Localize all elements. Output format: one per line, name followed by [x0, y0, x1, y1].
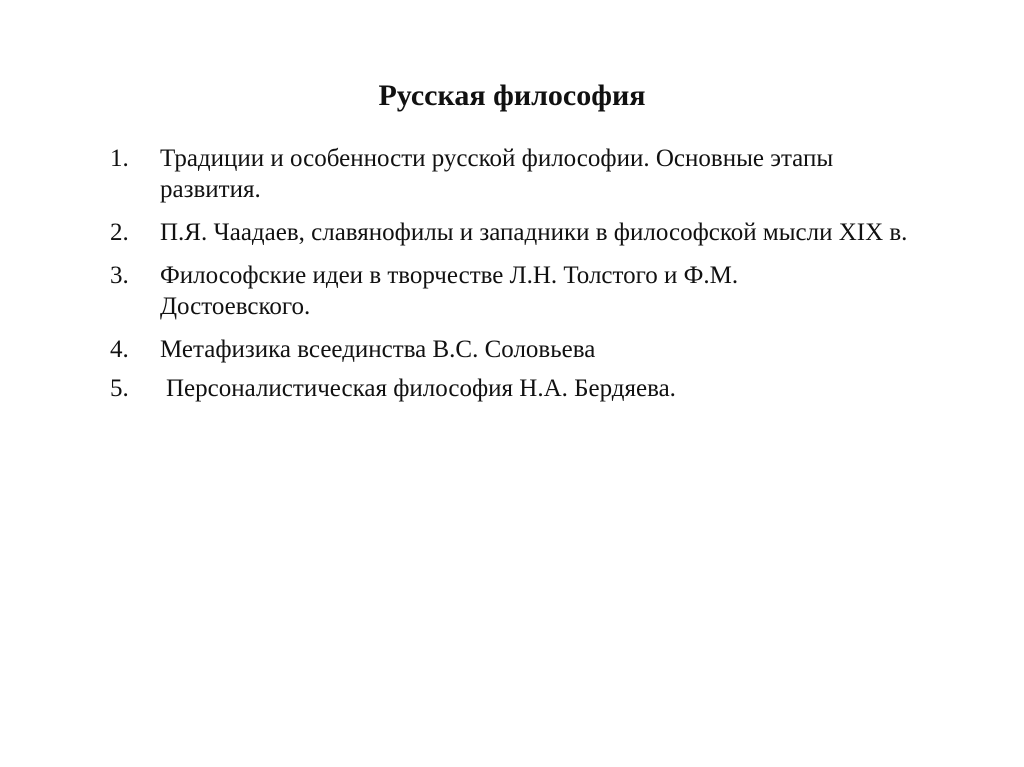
list-item	[110, 260, 950, 322]
list-item-number: 1.	[110, 145, 129, 172]
list-item	[110, 217, 950, 248]
list-item-number: 3.	[110, 262, 129, 289]
list-item-number: 4.	[110, 336, 129, 363]
list-item	[110, 143, 950, 205]
topic-list	[110, 143, 950, 415]
list-item-text: Метафизика всеединства В.С. Соловьева	[160, 336, 596, 363]
list-item-text: Традиции и особенности русской философии. Основные этапы развития.	[160, 145, 834, 203]
list-item-text: Персоналистическая философия Н.А. Бердяева.	[166, 375, 676, 402]
slide-title: Русская философия	[378, 79, 646, 112]
list-item	[110, 373, 950, 404]
list-item	[110, 334, 950, 365]
list-item-number: 2.	[110, 219, 129, 246]
list-item-number: 5.	[110, 375, 129, 402]
list-item-text: Философские идеи в творчестве Л.Н. Толстого и Ф.М. Достоевского.	[160, 262, 739, 320]
list-item-text: П.Я. Чаадаев, славянофилы и западники в философской мысли XIX в.	[160, 219, 908, 246]
